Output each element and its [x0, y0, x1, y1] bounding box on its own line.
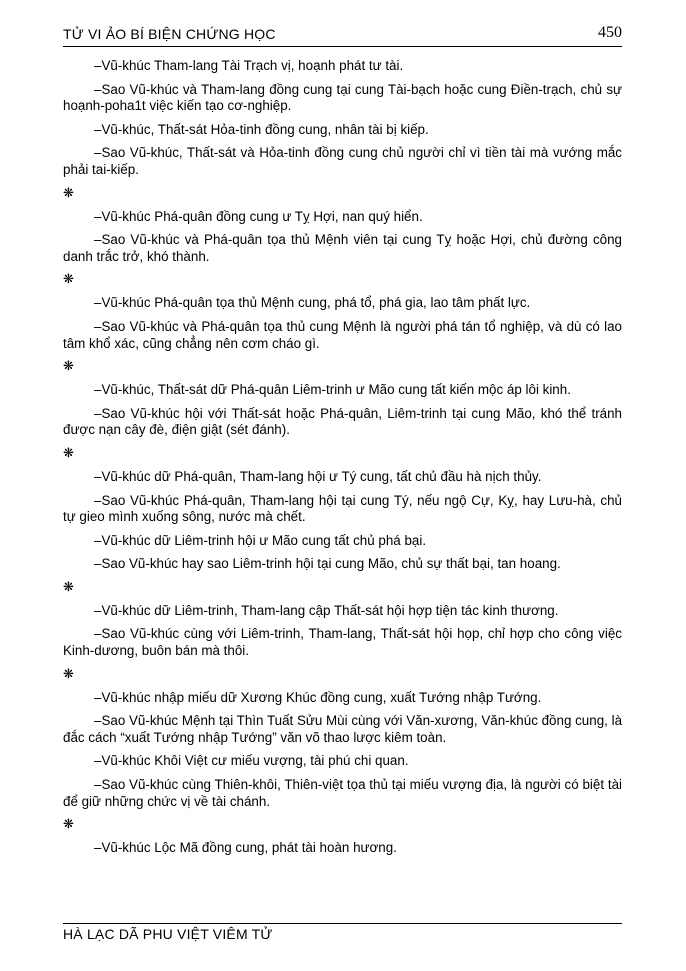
section-separator-icon: ❋	[63, 666, 74, 682]
paragraph: –Sao Vũ-khúc Phá-quân, Tham-lang hội tại cung Tý, nếu ngộ Cự, Kỵ, hay Lưu-hà, chủ tự gieo mình xuống sông, nước mà chết.	[63, 492, 622, 525]
paragraph: –Vũ-khúc Phá-quân đồng cung ư Tỵ Hợi, nan quý hiển.	[94, 208, 423, 224]
page-header	[63, 24, 622, 47]
page-body	[63, 58, 622, 864]
paragraph: –Vũ-khúc Khôi Việt cư miếu vượng, tài phú chi quan.	[94, 753, 409, 769]
paragraph: –Sao Vũ-khúc, Thất-sát và Hỏa-tinh đồng cung chủ người chỉ vì tiền tài mà vướng mắc phải tai-kiếp.	[63, 145, 622, 177]
paragraph: –Sao Vũ-khúc hội với Thất-sát hoặc Phá-quân, Liêm-trinh tại cung Mão, khó thể tránh được nạn cây đè, điện giật (sét đánh).	[63, 405, 622, 438]
paragraph: –Vũ-khúc, Thất-sát dữ Phá-quân Liêm-trinh ư Mão cung tất kiến mộc áp lôi kinh.	[94, 382, 571, 398]
section-separator-icon: ❋	[63, 272, 74, 288]
paragraph: –Vũ-khúc dữ Liêm-trinh, Tham-lang cập Thất-sát hội hợp tiện tác kinh thương.	[94, 602, 559, 618]
page-number: 450	[598, 24, 622, 41]
paragraph: –Vũ-khúc dữ Phá-quân, Tham-lang hội ư Tý cung, tất chủ đầu hà nịch thủy.	[94, 468, 542, 484]
paragraph: –Vũ-khúc Tham-lang Tài Trạch vị, hoạnh phát tư tài.	[94, 58, 404, 73]
paragraph: –Sao Vũ-khúc cùng Thiên-khôi, Thiên-việt tọa thủ tại miếu vượng địa, là người có biệt tài để giữ những chức vị về tài chánh.	[63, 777, 622, 809]
paragraph: –Vũ-khúc nhập miếu dữ Xương Khúc đồng cung, xuất Tướng nhập Tướng.	[94, 689, 542, 705]
footer-author: HÀ LẠC DÃ PHU VIỆT VIÊM TỬ	[63, 926, 273, 942]
section-separator-icon: ❋	[63, 445, 74, 461]
paragraph: –Sao Vũ-khúc và Tham-lang đồng cung tại cung Tài-bạch hoặc cung Điền-trạch, chủ sự hoạnh-poha1t việc kiến tạo cơ-nghiệp.	[63, 81, 622, 114]
paragraph: –Vũ-khúc Lộc Mã đồng cung, phát tài hoàn hương.	[94, 840, 397, 856]
paragraph: –Vũ-khúc dữ Liêm-trinh hội ư Mão cung tất chủ phá bại.	[94, 532, 427, 548]
page-footer	[63, 923, 622, 942]
paragraph: –Sao Vũ-khúc và Phá-quân tọa thủ Mệnh viên tại cung Tỵ hoặc Hợi, chủ đường công danh trắc trở, khó thành.	[63, 232, 622, 264]
section-separator-icon: ❋	[63, 185, 74, 201]
paragraph: –Sao Vũ-khúc cùng với Liêm-trinh, Tham-lang, Thất-sát hội họp, chỉ hợp cho công việc Kinh-dương, buôn bán mà thôi.	[63, 626, 622, 659]
section-separator-icon: ❋	[63, 359, 74, 375]
paragraph: –Vũ-khúc, Thất-sát Hỏa-tinh đồng cung, nhân tài bị kiếp.	[94, 121, 429, 137]
paragraph: –Sao Vũ-khúc hay sao Liêm-trinh hội tại cung Mão, chủ sự thất bại, tan hoang.	[94, 556, 561, 572]
paragraph: –Vũ-khúc Phá-quân tọa thủ Mệnh cung, phá tổ, phá gia, lao tâm phất lực.	[94, 295, 531, 311]
section-separator-icon: ❋	[63, 579, 74, 595]
paragraph: –Sao Vũ-khúc Mệnh tại Thìn Tuất Sửu Mùi cùng với Văn-xương, Văn-khúc đồng cung, là đắc cách “xuất Tướng nhập Tướng” văn võ thao lược kiêm toàn.	[63, 713, 623, 745]
running-title: TỬ VI ẢO BÍ BIỆN CHỨNG HỌC	[63, 26, 276, 42]
paragraph: –Sao Vũ-khúc và Phá-quân tọa thủ cung Mệnh là người phá tán tổ nghiệp, và dù có lao tâm khổ xác, cũng chẳng nên cơm cháo gì.	[63, 318, 622, 351]
section-separator-icon: ❋	[63, 817, 74, 833]
